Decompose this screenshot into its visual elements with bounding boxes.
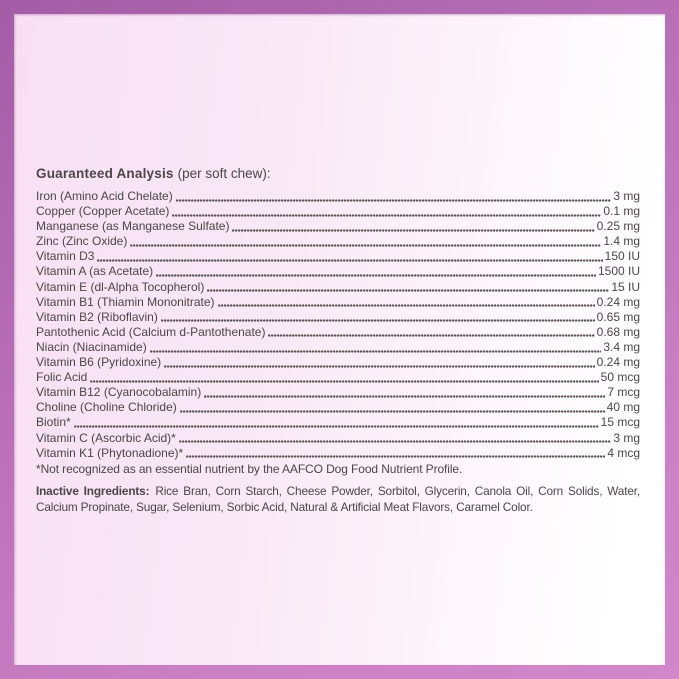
dot-leader xyxy=(218,304,595,307)
nutrient-label: Choline (Choline Chloride) xyxy=(36,400,177,415)
nutrient-label: Biotin* xyxy=(36,415,71,430)
nutrient-label: Folic Acid xyxy=(36,370,88,385)
nutrient-value: 40 mg xyxy=(606,400,640,415)
aafco-footnote: *Not recognized as an essential nutrient by the AAFCO Dog Food Nutrient Profile. xyxy=(36,461,463,476)
dot-leader xyxy=(207,289,609,292)
table-row xyxy=(36,340,640,355)
dot-leader xyxy=(74,425,599,428)
heading-title: Guaranteed Analysis xyxy=(36,166,174,181)
nutrient-label: Vitamin A (as Acetate) xyxy=(36,264,154,279)
supplement-label-panel xyxy=(14,14,665,665)
nutrient-label: Zinc (Zinc Oxide) xyxy=(36,234,128,249)
nutrient-value: 3 mg xyxy=(613,430,640,445)
dot-leader xyxy=(164,365,594,368)
table-row xyxy=(36,431,640,446)
dot-leader xyxy=(176,199,612,202)
nutrient-label: Copper (Copper Acetate) xyxy=(36,204,170,219)
table-row xyxy=(36,355,640,370)
nutrient-label: Vitamin B12 (Cyanocobalamin) xyxy=(36,385,202,400)
guaranteed-analysis-heading xyxy=(36,165,640,183)
nutrient-label: Vitamin B2 (Riboflavin) xyxy=(36,309,158,324)
dot-leader xyxy=(186,455,605,458)
inactive-ingredients xyxy=(36,484,640,515)
nutrient-value: 4 mcg xyxy=(607,445,640,460)
dot-leader xyxy=(150,350,602,353)
nutrient-value: 3.4 mg xyxy=(603,339,640,354)
dot-leader xyxy=(156,274,596,277)
table-row xyxy=(36,400,640,415)
nutrient-label: Vitamin B6 (Pyridoxine) xyxy=(36,355,162,370)
nutrient-value: 50 mcg xyxy=(600,370,640,385)
dot-leader xyxy=(172,214,601,217)
nutrient-value: 0.1 mg xyxy=(603,204,640,219)
dot-leader xyxy=(232,229,594,232)
nutrient-label: Manganese (as Manganese Sulfate) xyxy=(36,219,230,234)
dot-leader xyxy=(180,410,605,413)
nutrient-value: 0.65 mg xyxy=(596,309,640,324)
dot-leader xyxy=(204,395,605,398)
nutrient-value: 1.4 mg xyxy=(603,234,640,249)
table-row xyxy=(36,219,640,234)
inactive-ingredients-label: Inactive Ingredients: xyxy=(36,484,150,499)
table-row xyxy=(36,280,640,295)
nutrient-value: 0.68 mg xyxy=(596,324,640,339)
nutrient-label: Vitamin D3 xyxy=(36,249,95,264)
nutrient-value: 0.24 mg xyxy=(596,294,640,309)
heading-note: (per soft chew): xyxy=(177,166,271,181)
table-row xyxy=(36,446,640,461)
dot-leader xyxy=(90,380,598,383)
nutrient-value: 15 mcg xyxy=(600,415,640,430)
nutrient-value: 1500 IU xyxy=(597,264,640,279)
nutrient-value: 0.24 mg xyxy=(596,355,640,370)
table-row xyxy=(36,385,640,400)
nutrient-label: Vitamin B1 (Thiamin Mononitrate) xyxy=(36,294,215,309)
table-row xyxy=(36,249,640,264)
nutrient-value: 7 mcg xyxy=(607,385,640,400)
table-row xyxy=(36,189,640,204)
nutrient-label: Niacin (Niacinamide) xyxy=(36,339,147,354)
dot-leader xyxy=(268,334,594,337)
nutrient-label: Pantothenic Acid (Calcium d-Pantothenate) xyxy=(36,324,266,339)
nutrient-label: Iron (Amino Acid Chelate) xyxy=(36,189,173,203)
table-row xyxy=(36,325,640,340)
table-row xyxy=(36,415,640,430)
table-row xyxy=(36,295,640,310)
nutrient-value: 15 IU xyxy=(611,279,640,294)
dot-leader xyxy=(179,440,611,443)
table-row xyxy=(36,264,640,279)
table-row xyxy=(36,310,640,325)
dot-leader xyxy=(97,259,602,262)
dot-leader xyxy=(161,319,595,322)
nutrient-label: Vitamin K1 (Phytonadione)* xyxy=(36,445,184,460)
table-row xyxy=(36,234,640,249)
table-row xyxy=(36,204,640,219)
nutrient-value: 0.25 mg xyxy=(596,219,640,234)
nutrient-value: 150 IU xyxy=(604,249,640,264)
dot-leader xyxy=(130,244,601,247)
analysis-table xyxy=(36,189,640,461)
table-row xyxy=(36,370,640,385)
inactive-ingredients-text: Rice Bran, Corn Starch, Cheese Powder, Sorbitol, Glycerin, Canola Oil, Corn Solids, Water, Calcium Propinate, Sugar, Selenium, Sorbic Acid, Natural & Artificial Meat Flavors, Caramel Color. xyxy=(36,484,640,514)
nutrient-label: Vitamin E (dl-Alpha Tocopherol) xyxy=(36,279,205,294)
nutrient-value: 3 mg xyxy=(613,189,640,203)
nutrient-label: Vitamin C (Ascorbic Acid)* xyxy=(36,430,176,445)
